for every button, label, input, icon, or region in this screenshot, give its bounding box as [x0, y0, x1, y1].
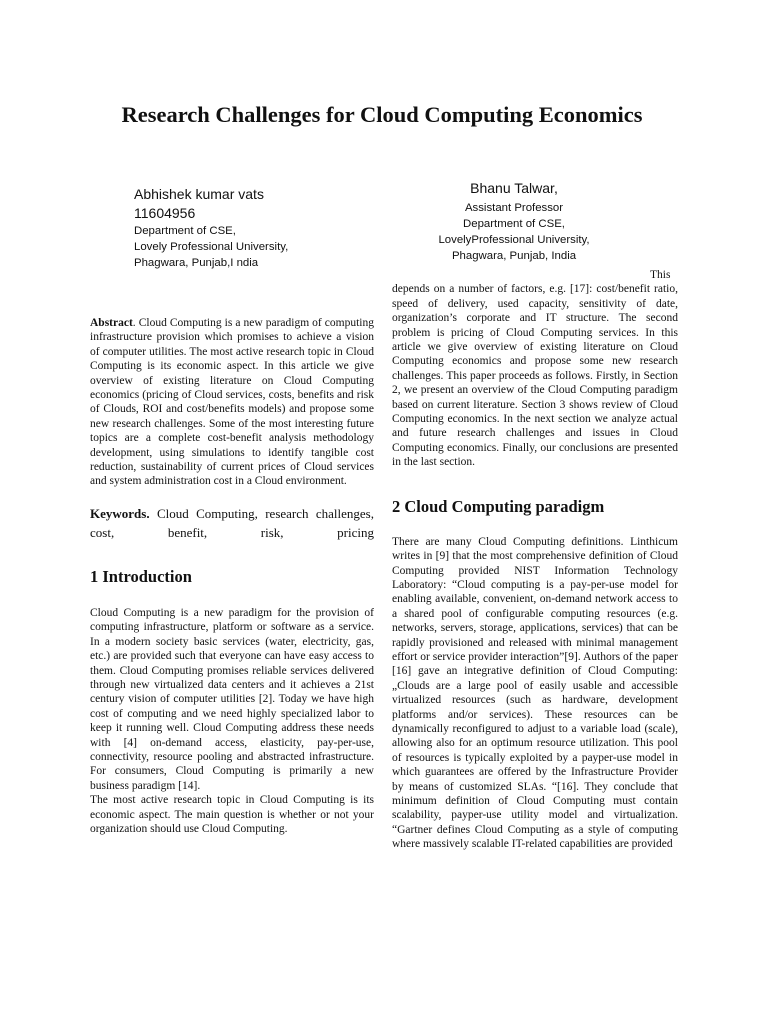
- author-location: Phagwara, Punjab, India: [451, 250, 577, 262]
- author-block-1: [134, 185, 288, 271]
- right-column: [392, 268, 678, 852]
- author-name: Abhishek kumar vats: [134, 186, 264, 202]
- keywords-label: Keywords.: [90, 505, 150, 521]
- author-department: Department of CSE,: [463, 218, 565, 230]
- author-location: Phagwara, Punjab,I ndia: [134, 257, 259, 269]
- abstract-label: Abstract: [90, 317, 133, 329]
- author-block-2: [410, 179, 618, 264]
- author-role: Assistant Professor: [464, 202, 564, 214]
- section-heading-cloud-computing-paradigm: 2 Cloud Computing paradigm: [392, 496, 605, 516]
- left-column: [90, 316, 374, 836]
- paper-title: Research Challenges for Cloud Computing Economics: [121, 102, 643, 127]
- section-heading-introduction: 1 Introduction: [90, 566, 192, 586]
- keywords: [90, 504, 374, 542]
- paragraph: The most active research topic in Cloud Computing is its economic aspect. The main question is whether or not your organization should use Cloud Computing.: [90, 794, 374, 835]
- author-name: Bhanu Talwar,: [470, 180, 558, 196]
- author-university: LovelyProfessional University,: [438, 234, 590, 246]
- author-university: Lovely Professional University,: [134, 241, 289, 253]
- abstract-text: . Cloud Computing is a new paradigm of computing infrastructure provision which promises to achieve a vision of computer utilities. The most active research topic in Cloud Computing is its economic aspect. In this article we give overview of existing literature on Cloud Computing economics (pricing of Cloud services, costs, benefits and risk of Clouds, ROI and cost/benefits models) and propose some new research challenges. Some of the most interesting future topics are a complete cost-benefit analysis methodology development, using simulations to identify tangible cost reduction, sustainability of current prices of Cloud services and system administration cost in a Cloud environment.: [90, 317, 374, 488]
- paragraph: There are many Cloud Computing definitions. Linthicum writes in [9] that the most comprehensive definition of Cloud Computing provided NIST Information Technology Laboratory: “Cloud computing is a pay-per-use model for enabling available, convenient, on-demand network access to a shared pool of configurable computing resources (e.g. networks, servers, storage, applications, services) that can be rapidly provisioned and released with minimal management effort or service provider interaction”[9]. Authors of the paper [16] gave an integrative definition of Cloud Computing: „Clouds are a large pool of easily usable and accessible virtualized resources (such as hardware, development platforms and/or services). These resources can be dynamically reconfigured to adjust to a variable load (scale), allowing also for an optimum resource utilization. This pool of resources is typically exploited by a payper-use model in which guarantees are offered by the Infrastructure Provider by means of customized SLAs. “[16]. They conclude that minimum definition of Cloud Computing must contain scalability, payper-use utility model and virtualization. “Gartner defines Cloud Computing as a style of computing where massively scalable IT-related capabilities are provided: [392, 535, 678, 851]
- keywords-text: Cloud Computing, research challenges, cost, benefit, risk, pricing: [90, 505, 374, 540]
- author-id: 11604956: [134, 205, 196, 221]
- abstract: [90, 316, 374, 489]
- author-department: Department of CSE,: [134, 225, 236, 237]
- paragraph: Cloud Computing is a new paradigm for the provision of computing infrastructure, platform or software as a service. In a modern society basic services (water, electricity, gas, etc.) are provided such that everyone can have easy access to them. Cloud Computing promises reliable services delivered through new virtualized data centers and it achieves a 21st century vision of computer utilities [2]. Today we have high cost of computing and we need highly specialized labor to keep it running well. Cloud Computing address these needs with [4] on-demand access, elasticity, pay-per-use, connectivity, resource pooling and abstracted infrastructure. For consumers, Cloud Computing is primarily a new business paradigm [14].: [90, 606, 374, 792]
- paragraph: This depends on a number of factors, e.g. [17]: cost/benefit ratio, speed of delivery, used capacity, sensitivity of date, organization’s corporate and IT structure. The second problem is pricing of Cloud Computing services. In this article we give overview of existing literature on Cloud Computing economics and propose some new research challenges. This paper proceeds as follows. Firstly, in Section 2, we present an overview of the Cloud Computing paradigm based on current literature. Section 3 shows review of Cloud Computing economics. In the next section we analyze actual and future research challenges and issues in Cloud Computing economics. Finally, our conclusions are presented in the last section.: [392, 269, 678, 469]
